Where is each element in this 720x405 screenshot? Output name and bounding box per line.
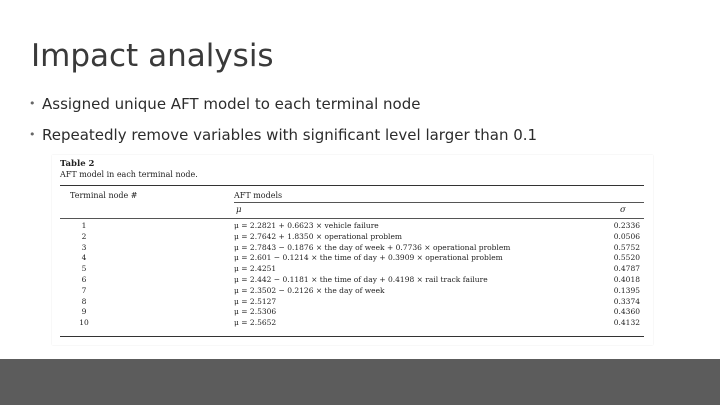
table-row bbox=[52, 221, 653, 231]
table-row bbox=[52, 307, 653, 317]
bullet-dot-icon: • bbox=[29, 128, 36, 141]
cell-aft-model: μ = 2.7642 + 1.8350 × operational problem bbox=[234, 231, 402, 241]
table-caption: Table 2 bbox=[60, 159, 95, 169]
cell-sigma: 0.5752 bbox=[613, 242, 640, 252]
cell-sigma: 0.4018 bbox=[613, 275, 640, 284]
table-row bbox=[52, 264, 653, 274]
cell-terminal-node: 8 bbox=[81, 296, 87, 306]
cell-terminal-node: 4 bbox=[81, 253, 87, 263]
cell-terminal-node: 2 bbox=[81, 231, 87, 241]
footer-band bbox=[0, 359, 720, 405]
table-subcaption: AFT model in each terminal node. bbox=[60, 170, 198, 179]
bullet-item bbox=[29, 94, 537, 114]
cell-aft-model: μ = 2.442 − 0.1181 × the time of day + 0.4198 × rail track failure bbox=[234, 275, 488, 284]
table-image bbox=[52, 155, 653, 345]
cell-terminal-node: 5 bbox=[81, 264, 87, 274]
cell-aft-model: μ = 2.5652 bbox=[234, 318, 277, 328]
cell-sigma: 0.4132 bbox=[613, 318, 640, 328]
table-bottom-rule bbox=[60, 336, 644, 337]
cell-aft-model: μ = 2.601 − 0.1214 × the time of day + 0.3909 × operational problem bbox=[234, 253, 503, 263]
cell-terminal-node: 1 bbox=[81, 221, 87, 230]
cell-sigma: 0.3374 bbox=[613, 296, 640, 306]
cell-terminal-node: 7 bbox=[81, 285, 87, 295]
table-row bbox=[52, 232, 653, 242]
column-header-node: Terminal node # bbox=[70, 191, 138, 200]
slide-title: Impact analysis bbox=[31, 38, 274, 74]
cell-aft-model: μ = 2.7843 − 0.1876 × the day of week + 0.7736 × operational problem bbox=[234, 242, 511, 252]
cell-terminal-node: 6 bbox=[81, 275, 87, 284]
bullet-list bbox=[29, 94, 537, 156]
cell-terminal-node: 10 bbox=[79, 318, 89, 328]
table-row bbox=[52, 286, 653, 296]
cell-sigma: 0.1395 bbox=[613, 285, 640, 295]
bullet-dot-icon: • bbox=[29, 97, 36, 110]
cell-aft-model: μ = 2.2821 + 0.6623 × vehicle failure bbox=[234, 221, 379, 230]
cell-terminal-node: 3 bbox=[81, 242, 87, 252]
table-row bbox=[52, 318, 653, 328]
cell-aft-model: μ = 2.4251 bbox=[234, 264, 277, 274]
cell-aft-model: μ = 2.3502 − 0.2126 × the day of week bbox=[234, 285, 385, 295]
table-header-rule bbox=[234, 202, 644, 203]
cell-sigma: 0.4787 bbox=[613, 264, 640, 274]
cell-sigma: 0.2336 bbox=[613, 221, 640, 230]
cell-aft-model: μ = 2.5127 bbox=[234, 296, 277, 306]
sigma-header: σ bbox=[620, 205, 626, 215]
bullet-item bbox=[29, 125, 537, 145]
cell-terminal-node: 9 bbox=[81, 307, 87, 317]
cell-sigma: 0.4360 bbox=[613, 307, 640, 317]
table-row bbox=[52, 253, 653, 263]
table-row bbox=[52, 243, 653, 253]
table-top-rule bbox=[60, 185, 644, 186]
mu-header: μ bbox=[236, 205, 242, 215]
cell-sigma: 0.0506 bbox=[613, 231, 640, 241]
table-row bbox=[52, 297, 653, 307]
table-mid-rule bbox=[60, 218, 644, 219]
cell-sigma: 0.5520 bbox=[613, 253, 640, 263]
bullet-text: Assigned unique AFT model to each terminal node bbox=[42, 95, 421, 113]
table-row bbox=[52, 275, 653, 285]
column-header-models: AFT models bbox=[234, 191, 283, 200]
bullet-text: Repeatedly remove variables with significant level larger than 0.1 bbox=[42, 126, 538, 144]
cell-aft-model: μ = 2.5306 bbox=[234, 307, 277, 317]
